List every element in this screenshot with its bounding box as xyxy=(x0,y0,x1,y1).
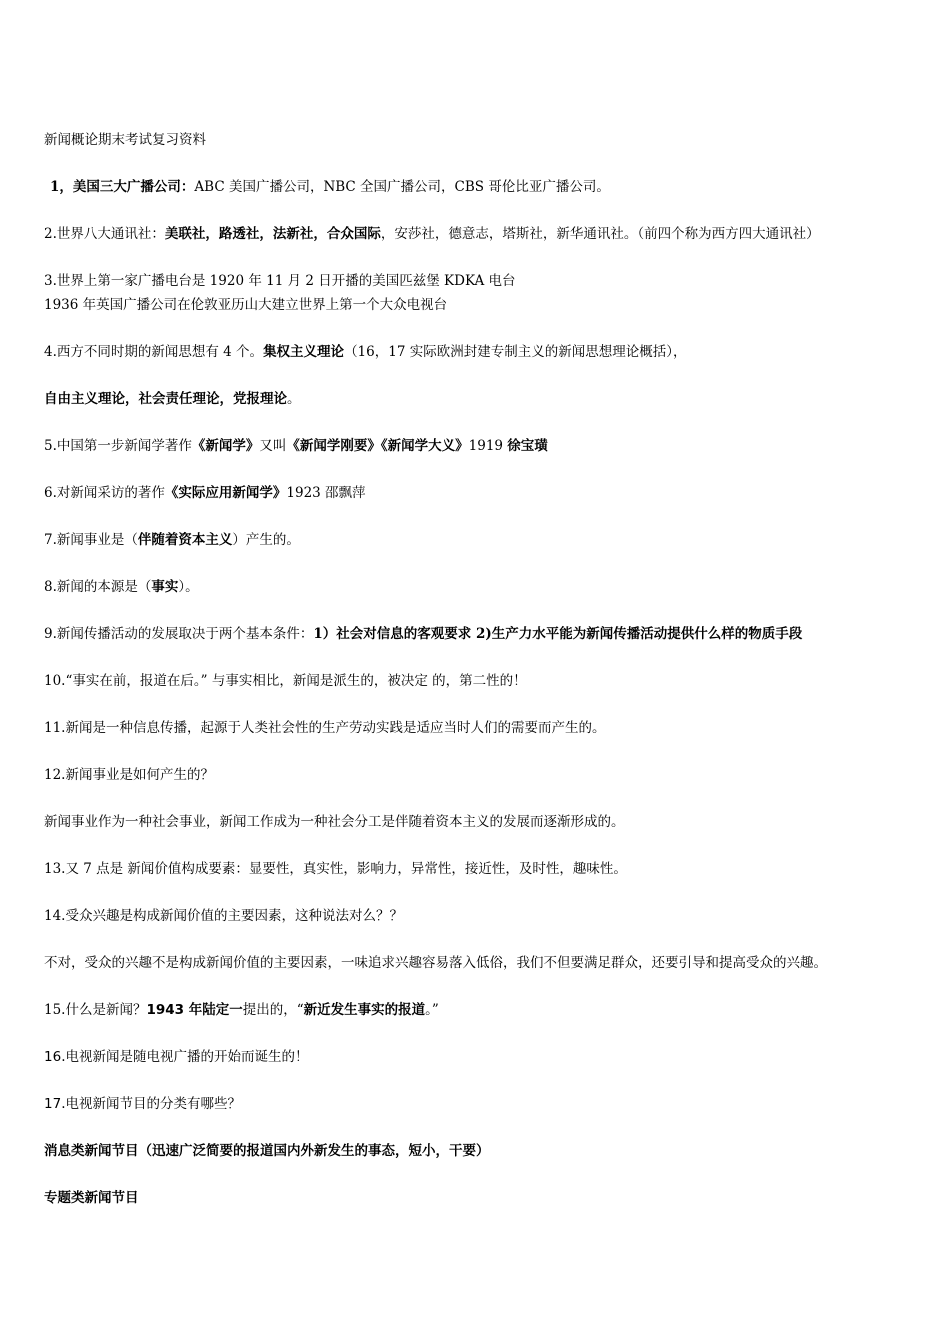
item-15-end: 。” xyxy=(425,1002,439,1018)
item-15-mid: 提出的，“ xyxy=(242,1002,304,1018)
item-14-question: 14.受众兴趣是构成新闻价值的主要因素，这种说法对么？？ xyxy=(44,908,403,924)
item-12-question: 12.新闻事业是如何产生的？ xyxy=(44,767,214,783)
item-2 xyxy=(44,222,914,246)
item-12-answer: 新闻事业作为一种社会事业，新闻工作成为一种社会分工是伴随着资本主义的发展而逐渐形成的。 xyxy=(44,814,625,830)
item-4 xyxy=(44,340,914,364)
document-page xyxy=(44,128,914,1210)
item-6-book: 《实际应用新闻学》 xyxy=(164,485,287,501)
item-7 xyxy=(44,528,914,552)
item-5-aka: 又叫 xyxy=(259,438,287,454)
item-7-end: ）产生的。 xyxy=(232,532,300,548)
item-9 xyxy=(44,622,914,646)
item-13: 13.又 7 点是 新闻价值构成要素：显要性，真实性，影响力，异常性，接近性，及时性，趣味性。 xyxy=(44,861,627,877)
item-7-answer: 伴随着资本主义 xyxy=(137,532,233,548)
item-14-answer: 不对，受众的兴趣不是构成新闻价值的主要因素，一味追求兴趣容易落入低俗，我们不但要满足群众，还要引导和提高受众的兴趣。 xyxy=(44,955,827,971)
item-3-line-1: 3.世界上第一家广播电台是 1920 年 11 月 2 日开播的美国匹兹堡 KDKA 电台 xyxy=(44,273,516,289)
item-16-number: 16 xyxy=(44,1049,62,1065)
item-17-category-1: 消息类新闻节目（迅速广泛简要的报道国内外新发生的事态，短小，干要） xyxy=(44,1143,490,1159)
item-9-answer: 1）社会对信息的客观要求 2)生产力水平能为新闻传播活动提供什么样的物质手段 xyxy=(313,626,803,642)
item-11: 11.新闻是一种信息传播，起源于人类社会性的生产劳动实践是适应当时人们的需要而产生的。 xyxy=(44,720,606,736)
item-8-end: ）。 xyxy=(178,579,199,595)
item-15-definition: 新近发生事实的报道 xyxy=(303,1002,426,1018)
item-2-heading: 2.世界八大通讯社： xyxy=(44,226,165,242)
item-4-theories: 自由主义理论，社会责任理论，党报理论 xyxy=(44,391,287,407)
item-1-heading: 1，美国三大广播公司： xyxy=(50,179,195,195)
item-2-bold: 美联社，路透社，法新社，合众国际 xyxy=(164,226,381,242)
item-5-alt-names: 《新闻学刚要》《新闻学大义》 xyxy=(286,438,469,454)
item-1 xyxy=(44,175,914,199)
item-4-text: （16，17 实际欧洲封建专制主义的新闻思想理论概括）， xyxy=(344,344,687,360)
item-17-number: 17 xyxy=(44,1096,62,1112)
item-5-heading: 5.中国第一步新闻学著作 xyxy=(44,438,192,454)
item-17-category-2: 专题类新闻节目 xyxy=(44,1190,139,1206)
item-5 xyxy=(44,434,914,458)
item-16-text: .电视新闻是随电视广播的开始而诞生的！ xyxy=(61,1049,309,1065)
item-8 xyxy=(44,575,914,599)
doc-title: 新闻概论期末考试复习资料 xyxy=(44,132,206,148)
item-7-start: 7.新闻事业是（ xyxy=(44,532,138,548)
item-6-heading: 6.对新闻采访的著作 xyxy=(44,485,165,501)
item-15-question: 15.什么是新闻？ xyxy=(44,1002,147,1018)
item-5-year: 1919 xyxy=(468,438,508,454)
item-4-heading: 4.西方不同时期的新闻思想有 4 个。 xyxy=(44,344,264,360)
item-15 xyxy=(44,998,914,1022)
item-4-end: 。 xyxy=(287,391,301,407)
item-6-author: 1923 邵飘萍 xyxy=(286,485,366,501)
item-9-heading: 9.新闻传播活动的发展取决于两个基本条件： xyxy=(44,626,314,642)
item-5-book: 《新闻学》 xyxy=(191,438,260,454)
item-15-origin: 1943 年陆定一 xyxy=(146,1002,243,1018)
item-10: 10.“事实在前，报道在后。” 与事实相比，新闻是派生的，被决定 的，第二性的！ xyxy=(44,673,527,689)
item-4-continued xyxy=(44,387,914,411)
item-3-line-2: 1936 年英国广播公司在伦敦亚历山大建立世界上第一个大众电视台 xyxy=(44,297,448,313)
item-8-start: 8.新闻的本源是（ xyxy=(44,579,152,595)
item-6 xyxy=(44,481,914,505)
item-16 xyxy=(44,1045,914,1069)
item-17 xyxy=(44,1092,914,1116)
item-1-text: ABC 美国广播公司，NBC 全国广播公司，CBS 哥伦比亚广播公司。 xyxy=(194,179,610,195)
item-8-answer: 事实 xyxy=(151,579,179,595)
item-4-bold: 集权主义理论 xyxy=(263,344,345,360)
item-17-text: .电视新闻节目的分类有哪些？ xyxy=(61,1096,241,1112)
item-2-text: ，安莎社，德意志，塔斯社，新华通讯社。（前四个称为西方四大通讯社） xyxy=(380,226,820,242)
item-5-author: 徐宝璜 xyxy=(507,438,548,454)
